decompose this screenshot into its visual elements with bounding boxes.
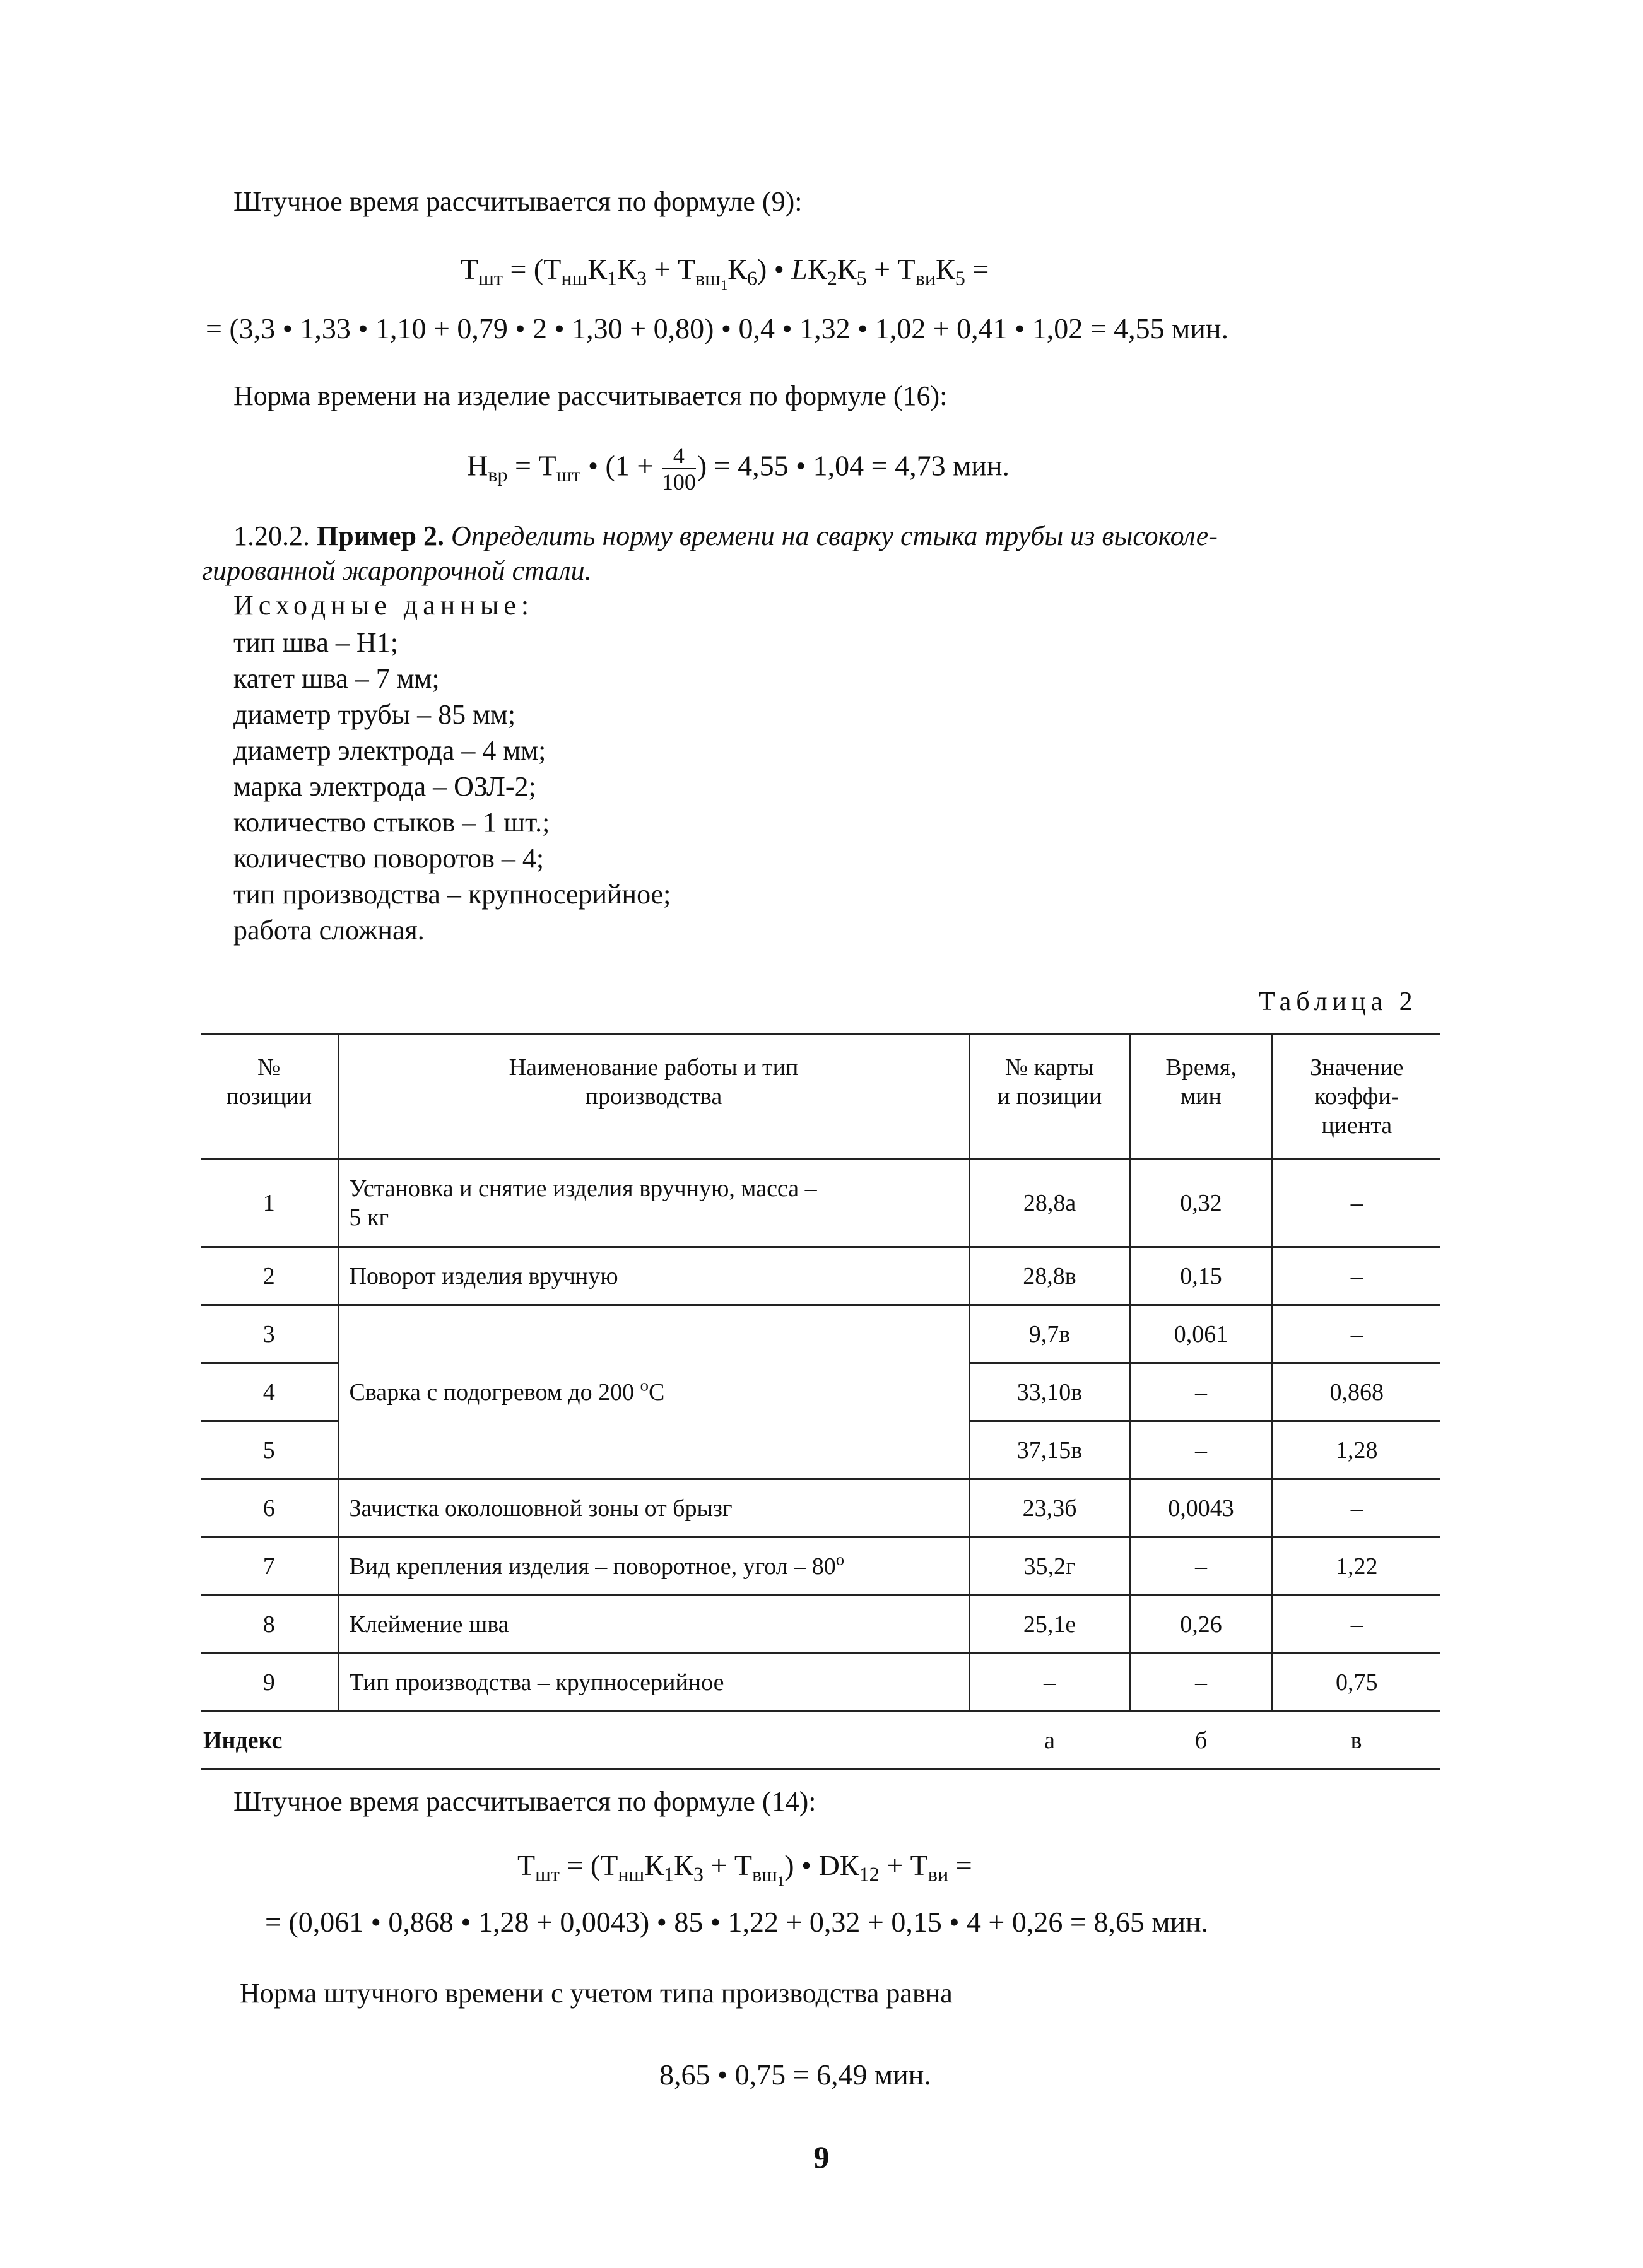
cell-time: 0,061 (1130, 1305, 1272, 1363)
cell-index-label: Индекс (201, 1712, 969, 1770)
header-card-number: № карты и позиции (969, 1035, 1130, 1159)
cell-position: 6 (201, 1479, 338, 1537)
table-row (201, 1159, 1440, 1247)
cell-work-name: Зачистка околошовной зоны от брызг (338, 1479, 969, 1537)
data-line-seam-type: тип шва – Н1; (233, 627, 398, 658)
table-row (201, 1654, 1440, 1712)
header-work-name: Наименование работы и тип производства (338, 1035, 969, 1159)
cell-time: – (1130, 1537, 1272, 1595)
cell-coefficient: – (1272, 1305, 1440, 1363)
cell-index-a: а (969, 1712, 1130, 1770)
header-time: Время, мин (1130, 1035, 1272, 1159)
table-header-row (201, 1035, 1440, 1159)
cell-time: – (1130, 1363, 1272, 1421)
cell-card: 35,2г (969, 1537, 1130, 1595)
cell-work-name: Клеймение шва (338, 1595, 969, 1654)
cell-coefficient: – (1272, 1159, 1440, 1247)
cell-position: 3 (201, 1305, 338, 1363)
table-row (201, 1595, 1440, 1654)
intro-text-formula-14: Штучное время рассчитывается по формуле (14): (233, 1786, 816, 1817)
data-line-work-complexity: работа сложная. (233, 915, 425, 946)
data-line-pipe-diameter: диаметр трубы – 85 мм; (233, 699, 516, 730)
cell-position: 5 (201, 1421, 338, 1479)
table-row (201, 1247, 1440, 1305)
cell-position: 8 (201, 1595, 338, 1654)
cell-coefficient: 0,868 (1272, 1363, 1440, 1421)
cell-coefficient: 1,28 (1272, 1421, 1440, 1479)
table-caption: Таблица 2 (1259, 987, 1418, 1016)
cell-index-c: в (1272, 1712, 1440, 1770)
cell-position: 2 (201, 1247, 338, 1305)
formula-14-line-1: $Т_{шт} = (Т_{нш}К_1К_3 + Т_{вш_1})$ • $DК_{12} + Т_{ви}$ = (517, 1849, 972, 1889)
formula-14-line-2: = (0,061 • 0,868 • 1,28 + 0,0043) • 85 • 1,22 + 0,32 + 0,15 • 4 + 0,26 = 8,65 мин. (265, 1906, 1209, 1938)
final-result: 8,65 • 0,75 = 6,49 мин. (659, 2059, 931, 2091)
header-coefficient: Значение коэффи- циента (1272, 1035, 1440, 1159)
cell-position: 7 (201, 1537, 338, 1595)
data-line-seam-leg: катет шва – 7 мм; (233, 663, 440, 694)
cell-work-name: Вид крепления изделия – поворотное, угол – $80^о$ (338, 1537, 969, 1595)
cell-coefficient: 0,75 (1272, 1654, 1440, 1712)
cell-position: 1 (201, 1159, 338, 1247)
fraction: $\frac{4}{100}$ (661, 443, 696, 495)
table-row (201, 1479, 1440, 1537)
cell-position: 9 (201, 1654, 338, 1712)
cell-time: 0,0043 (1130, 1479, 1272, 1537)
data-heading: Исходные данные: (233, 590, 534, 621)
cell-card: 9,7в (969, 1305, 1130, 1363)
cell-time: – (1130, 1654, 1272, 1712)
cell-card: 25,1е (969, 1595, 1130, 1654)
formula-16: $Н_{вр} = Т_{шт}$ • (1 + $\frac{4}{100}$ ) = 4,55 • 1,04 = 4,73 мин. (467, 443, 1010, 495)
cell-work-name: Установка и снятие изделия вручную, масса – 5 кг (338, 1159, 969, 1247)
cell-card: – (969, 1654, 1130, 1712)
cell-card: 23,3б (969, 1479, 1130, 1537)
cell-coefficient: – (1272, 1247, 1440, 1305)
data-line-production-type: тип производства – крупносерийное; (233, 879, 671, 910)
header-position: № позиции (201, 1035, 338, 1159)
cell-coefficient: – (1272, 1479, 1440, 1537)
intro-text-final: Норма штучного времени с учетом типа производства равна (240, 1978, 953, 2009)
cell-coefficient: 1,22 (1272, 1537, 1440, 1595)
intro-text-formula-16: Норма времени на изделие рассчитывается по формуле (16): (233, 380, 948, 411)
table-2 (201, 1033, 1440, 1770)
example-line-1: 1.20.2. Пример 2. Определить норму времени на сварку стыка трубы из высоколе- (233, 520, 1218, 551)
cell-card: 33,10в (969, 1363, 1130, 1421)
formula-9-line-2: = (3,3 • 1,33 • 1,10 + 0,79 • 2 • 1,30 + 0,80) • 0,4 • 1,32 • 1,02 + 0,41 • 1,02 = 4,55 мин. (206, 312, 1229, 344)
cell-time: 0,15 (1130, 1247, 1272, 1305)
example-line-2: гированной жаропрочной стали. (202, 555, 592, 586)
table-row (201, 1305, 1440, 1363)
table-index-row (201, 1712, 1440, 1770)
cell-coefficient: – (1272, 1595, 1440, 1654)
cell-welding-name: Сварка с подогревом до 200 $^о$С (338, 1305, 969, 1479)
data-line-turn-count: количество поворотов – 4; (233, 843, 545, 874)
cell-work-name: Поворот изделия вручную (338, 1247, 969, 1305)
data-line-electrode-diameter: диаметр электрода – 4 мм; (233, 735, 546, 766)
cell-work-name: Тип производства – крупносерийное (338, 1654, 969, 1712)
cell-time: – (1130, 1421, 1272, 1479)
data-line-joint-count: количество стыков – 1 шт.; (233, 807, 550, 838)
cell-card: 28,8в (969, 1247, 1130, 1305)
cell-card: 37,15в (969, 1421, 1130, 1479)
page-number: 9 (813, 2139, 830, 2175)
cell-index-b: б (1130, 1712, 1272, 1770)
table-row (201, 1537, 1440, 1595)
cell-time: 0,26 (1130, 1595, 1272, 1654)
data-line-electrode-brand: марка электрода – ОЗЛ-2; (233, 771, 536, 802)
cell-time: 0,32 (1130, 1159, 1272, 1247)
intro-text-formula-9: Штучное время рассчитывается по формуле (9): (233, 186, 803, 217)
cell-position: 4 (201, 1363, 338, 1421)
cell-card: 28,8а (969, 1159, 1130, 1247)
formula-9-line-1: $Т_{шт} = (Т_{нш}К_1К_3 + Т_{вш_1}К_6)$ • $LК_2К_5 + Т_{ви}К_5$ = (461, 253, 989, 293)
